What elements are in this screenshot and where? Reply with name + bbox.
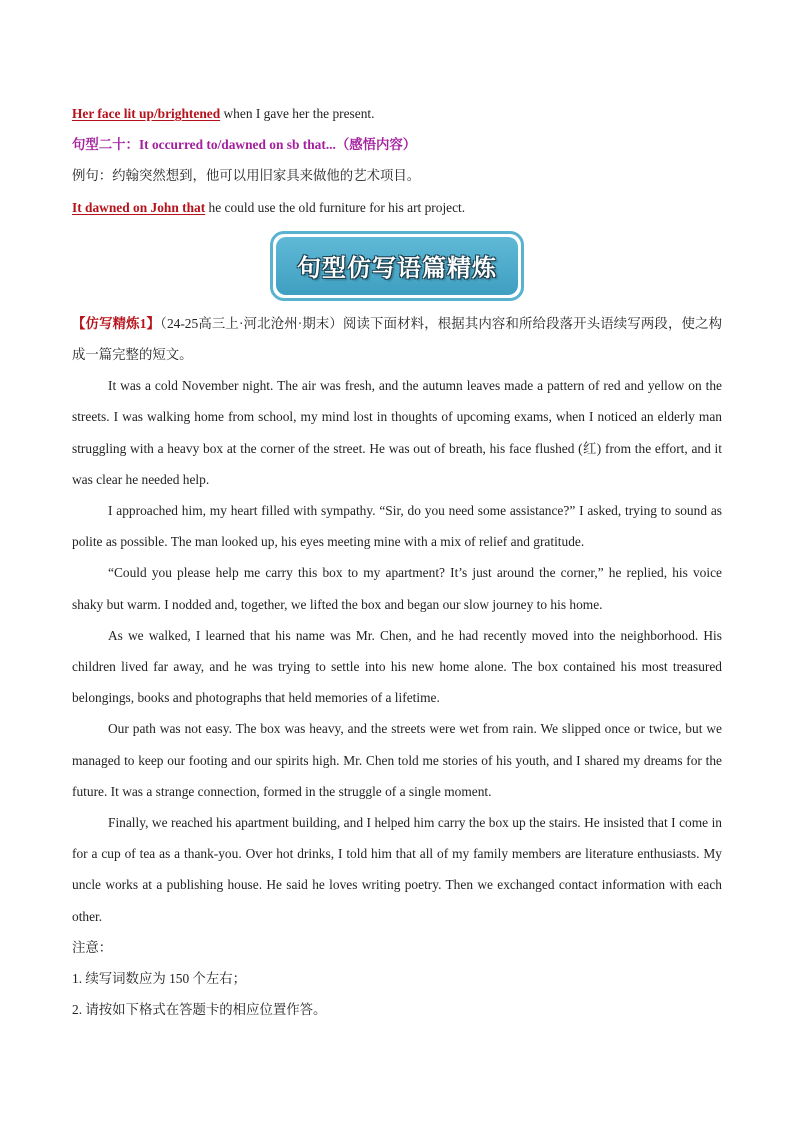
example-chinese-sentence: 例句：约翰突然想到，他可以用旧家具来做他的艺术项目。 (72, 168, 421, 184)
story-paragraph-4: As we walked, I learned that his name was Mr. Chen, and he had recently moved into the neighborhood. His children lived far away, and he was trying to settle into his new home alone. The box contained his most treasured belongings, books and photographs that held memories of a lifetime. (72, 627, 722, 706)
document-page (72, 98, 722, 1025)
section-banner (72, 231, 722, 301)
banner-fill (276, 237, 518, 295)
story-paragraph-2: I approached him, my heart filled with sympathy. “Sir, do you need some assistance?” I asked, trying to sound as polite as possible. The man looked up, his eyes meeting mine with a mix of relief and gratitude. (72, 503, 722, 550)
banner-title: 句型仿写语篇精炼 (297, 254, 497, 283)
task-instruction (72, 308, 722, 370)
task-intro: （24-25高三上·河北沧州·期末）阅读下面材料，根据其内容和所给段落开头语续写两段，使之构成一篇完整的短文。 (72, 315, 722, 363)
example-face-rest: when I gave her the present. (220, 106, 375, 121)
example-dawn-rest: he could use the old furniture for his art project. (205, 199, 466, 215)
banner-frame (270, 231, 524, 301)
example-dawn-highlight: It dawned on John that (72, 199, 206, 215)
pattern-20-heading: 句型二十：It occurred to/dawned on sb that...（感悟内容） (72, 137, 417, 153)
story-paragraph-6: Finally, we reached his apartment building, and I helped him carry the box up the stairs. He insisted that I come in for a cup of tea as a thank-you. Over hot drinks, I told him that all of my family members are literature enthusiasts. My uncle works at a publishing house. He said he loves writing poetry. Then we exchanged contact information with each other. (72, 815, 722, 924)
notes-title: 注意： (72, 939, 113, 955)
story-paragraph-3: “Could you please help me carry this box to my apartment? It’s just around the corner,” he replied, his voice shaky but warm. I nodded and, together, we lifted the box and began our slow journey to his home. (72, 565, 722, 612)
example-dawn-line (72, 192, 722, 223)
example-face-line (72, 98, 722, 129)
notes-item-2: 2. 请按如下格式在答题卡的相应位置作答。 (72, 1002, 327, 1018)
story-paragraph-5: Our path was not easy. The box was heavy, and the streets were wet from rain. We slipped once or twice, but we managed to keep our footing and our spirits high. Mr. Chen told me stories of his youth, and I shared my dreams for the future. It was a strange connection, formed in the struggle of a single moment. (72, 721, 722, 799)
notes-item-1: 1. 续写词数应为 150 个左右； (72, 971, 247, 987)
task-label: 【仿写精炼1】 (72, 315, 161, 331)
story-paragraph-1: It was a cold November night. The air was fresh, and the autumn leaves made a pattern of red and yellow on the streets. I was walking home from school, my mind lost in thoughts of upcoming exams, when I noticed an elderly man struggling with a heavy box at the corner of the street. He was out of breath, his face flushed (红) from the effort, and it was clear he needed help. (72, 378, 722, 487)
example-face-highlight: Her face lit up/brightened (72, 106, 221, 121)
